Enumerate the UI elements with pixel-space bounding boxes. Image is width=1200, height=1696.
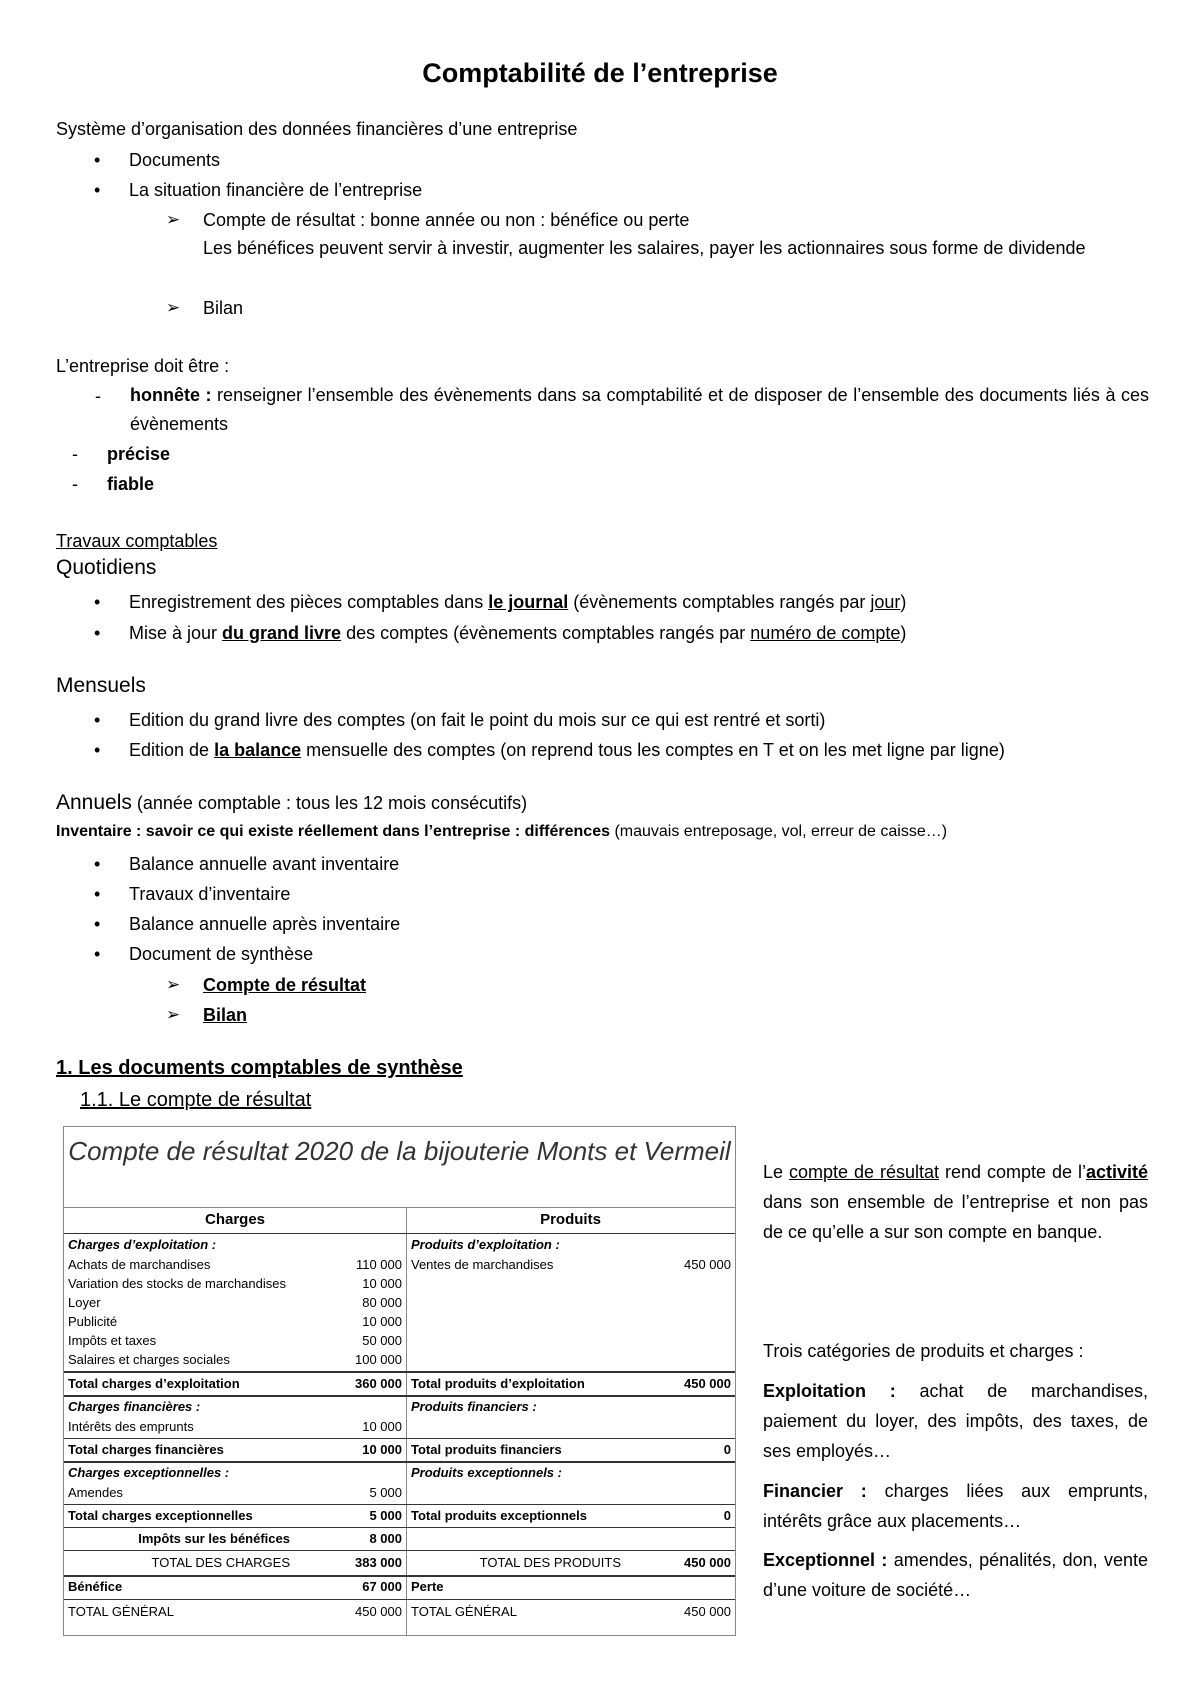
travaux-heading: Travaux comptables bbox=[56, 531, 218, 551]
produits-exceptionnels-head: Produits exceptionnels : bbox=[411, 1465, 562, 1480]
row-divider bbox=[64, 1575, 735, 1577]
table-cell: Total charges financières bbox=[68, 1442, 224, 1457]
list-item: Travaux d’inventaire bbox=[129, 884, 291, 904]
table-cell: Variation des stocks de marchandises bbox=[68, 1276, 286, 1291]
table-cell: Impôts et taxes bbox=[68, 1333, 157, 1348]
page-title: Comptabilité de l’entreprise bbox=[422, 58, 778, 88]
table-cell: 8 000 bbox=[369, 1531, 402, 1546]
table-cell: 383 000 bbox=[355, 1555, 402, 1570]
list-item: Bilan bbox=[203, 1005, 248, 1025]
section-1-1-heading: 1.1. Le compte de résultat bbox=[80, 1089, 312, 1111]
table-cell: 100 000 bbox=[355, 1352, 402, 1367]
row-divider bbox=[64, 1438, 735, 1439]
intro-line: Système d’organisation des données financières d’une entreprise bbox=[56, 119, 578, 139]
side-paragraph-3: Exploitation : achat de marchandises, paiement du loyer, des impôts, des taxes, de ses employés… bbox=[763, 1381, 1148, 1461]
table-cell: 450 000 bbox=[684, 1604, 731, 1619]
list-item: Edition de la balance mensuelle des comptes (on reprend tous les comptes en T et on les met ligne par ligne) bbox=[129, 740, 1005, 760]
honnete-label: honnête : bbox=[130, 385, 212, 405]
annuels-heading: Annuels (année comptable : tous les 12 mois consécutifs) bbox=[56, 791, 528, 814]
table-cell: 0 bbox=[723, 1442, 731, 1457]
charges-financieres-head: Charges financières : bbox=[68, 1399, 201, 1414]
doit-precise: précise bbox=[107, 444, 171, 464]
produits-exploitation-head: Produits d’exploitation : bbox=[411, 1237, 560, 1252]
table-cell: 80 000 bbox=[362, 1295, 402, 1310]
compte-resultat-table bbox=[63, 1126, 736, 1636]
produits-financiers-head: Produits financiers : bbox=[411, 1399, 537, 1414]
table-cell: Amendes bbox=[68, 1485, 123, 1500]
side-paragraph-5: Exceptionnel : amendes, pénalités, don, vente d’une voiture de société… bbox=[763, 1550, 1148, 1600]
table-cell: Impôts sur les bénéfices bbox=[138, 1531, 290, 1546]
section-1-heading: 1. Les documents comptables de synthèse bbox=[56, 1057, 463, 1079]
arrow-icon: ➢ bbox=[166, 210, 181, 229]
table-cell: Bénéfice bbox=[68, 1579, 123, 1594]
list-item: Balance annuelle après inventaire bbox=[129, 914, 401, 934]
table-cell: TOTAL DES PRODUITS bbox=[479, 1555, 621, 1570]
row-divider bbox=[64, 1527, 735, 1528]
dash-marker: - bbox=[72, 474, 78, 494]
row-divider bbox=[64, 1233, 735, 1234]
table-cell: 450 000 bbox=[684, 1555, 731, 1570]
list-item: Enregistrement des pièces comptables dans le journal (évènements comptables rangés par jour) bbox=[129, 592, 907, 612]
list-item: La situation financière de l’entreprise bbox=[129, 180, 423, 200]
table-cell: 0 bbox=[723, 1508, 731, 1523]
table-cell: 5 000 bbox=[369, 1485, 402, 1500]
table-cell: Salaires et charges sociales bbox=[68, 1352, 230, 1367]
row-divider bbox=[64, 1461, 735, 1463]
table-cell: TOTAL DES CHARGES bbox=[151, 1555, 290, 1570]
doit-fiable: fiable bbox=[107, 474, 155, 494]
table-cell: Total produits financiers bbox=[411, 1442, 562, 1457]
table-cell: 5 000 bbox=[369, 1508, 402, 1523]
list-item: Balance annuelle avant inventaire bbox=[129, 854, 400, 874]
dash-marker: - bbox=[72, 444, 78, 464]
table-title: Compte de résultat 2020 de la bijouterie Monts et Vermeil bbox=[68, 1136, 731, 1166]
side-paragraph-1: Le compte de résultat rend compte de l’activité dans son ensemble de l’entreprise et non pas de ce qu’elle a sur son compte en banque. bbox=[763, 1162, 1149, 1242]
table-cell: Total charges d’exploitation bbox=[68, 1376, 240, 1391]
list-item: Mise à jour du grand livre des comptes (évènements comptables rangés par numéro de compte) bbox=[129, 623, 907, 643]
list-item: Compte de résultat : bonne année ou non : bénéfice ou perte bbox=[203, 210, 690, 230]
doit-honnete bbox=[130, 381, 1149, 439]
list-item: Compte de résultat bbox=[203, 975, 367, 995]
table-cell: Total charges exceptionnelles bbox=[68, 1508, 253, 1523]
table-cell: TOTAL GÉNÉRAL bbox=[411, 1604, 517, 1619]
table-cell: 10 000 bbox=[362, 1314, 402, 1329]
arrow-icon: ➢ bbox=[166, 975, 181, 994]
table-cell: Publicité bbox=[68, 1314, 118, 1329]
table-cell: Intérêts des emprunts bbox=[68, 1419, 194, 1434]
table-cell: 10 000 bbox=[362, 1276, 402, 1291]
column-divider bbox=[406, 1207, 407, 1635]
charges-exploitation-head: Charges d’exploitation : bbox=[68, 1237, 217, 1252]
quotidiens-heading: Quotidiens bbox=[56, 556, 157, 579]
row-divider bbox=[64, 1599, 735, 1600]
table-cell: 450 000 bbox=[355, 1604, 402, 1619]
table-cell: 360 000 bbox=[355, 1376, 402, 1391]
honnete-text: renseigner l’ensemble des évènements dans sa comptabilité et de disposer de l’ensemble des documents liés à ces évènements bbox=[130, 385, 1149, 434]
dash-marker: - bbox=[95, 386, 101, 406]
table-cell: Total produits d’exploitation bbox=[411, 1376, 585, 1391]
header-charges: Charges bbox=[204, 1211, 266, 1228]
row-divider bbox=[64, 1207, 735, 1208]
table-cell: 110 000 bbox=[355, 1257, 402, 1272]
row-divider bbox=[64, 1371, 735, 1373]
row-divider bbox=[64, 1395, 735, 1397]
list-item: Edition du grand livre des comptes (on fait le point du mois sur ce qui est rentré et sorti) bbox=[129, 710, 826, 730]
arrow-icon: ➢ bbox=[166, 1005, 181, 1024]
list-item: Documents bbox=[129, 150, 221, 170]
table-cell: Total produits exceptionnels bbox=[411, 1508, 588, 1523]
table-cell: Ventes de marchandises bbox=[411, 1257, 554, 1272]
side-paragraph-4: Financier : charges liées aux emprunts, intérêts grâce aux placements… bbox=[763, 1481, 1148, 1531]
table-cell: 10 000 bbox=[362, 1419, 402, 1434]
benefice-detail: Les bénéfices peuvent servir à investir, augmenter les salaires, payer les actionnaires sous forme de dividende bbox=[203, 238, 1086, 258]
table-cell: 10 000 bbox=[362, 1442, 402, 1457]
mensuels-heading: Mensuels bbox=[56, 674, 146, 697]
table-cell: TOTAL GÉNÉRAL bbox=[68, 1604, 174, 1619]
table-cell: Loyer bbox=[68, 1295, 101, 1310]
table-cell: Perte bbox=[411, 1579, 444, 1594]
table-cell: 450 000 bbox=[684, 1257, 731, 1272]
list-item: Document de synthèse bbox=[129, 944, 314, 964]
doit-heading: L’entreprise doit être : bbox=[56, 356, 230, 376]
table-cell: 67 000 bbox=[362, 1579, 402, 1594]
inventaire-line: Inventaire : savoir ce qui existe réellement dans l’entreprise : différences (mauvais entreposage, vol, erreur de caisse…) bbox=[56, 823, 948, 840]
row-divider bbox=[64, 1550, 735, 1551]
header-produits: Produits bbox=[540, 1211, 601, 1228]
charges-exceptionnelles-head: Charges exceptionnelles : bbox=[68, 1465, 230, 1480]
side-paragraph-2: Trois catégories de produits et charges : bbox=[763, 1341, 1084, 1361]
table-cell: 450 000 bbox=[684, 1376, 731, 1391]
table-cell: Achats de marchandises bbox=[68, 1257, 211, 1272]
table-cell: 50 000 bbox=[362, 1333, 402, 1348]
list-item: Bilan bbox=[203, 298, 244, 318]
arrow-icon: ➢ bbox=[166, 298, 181, 317]
row-divider bbox=[64, 1504, 735, 1505]
